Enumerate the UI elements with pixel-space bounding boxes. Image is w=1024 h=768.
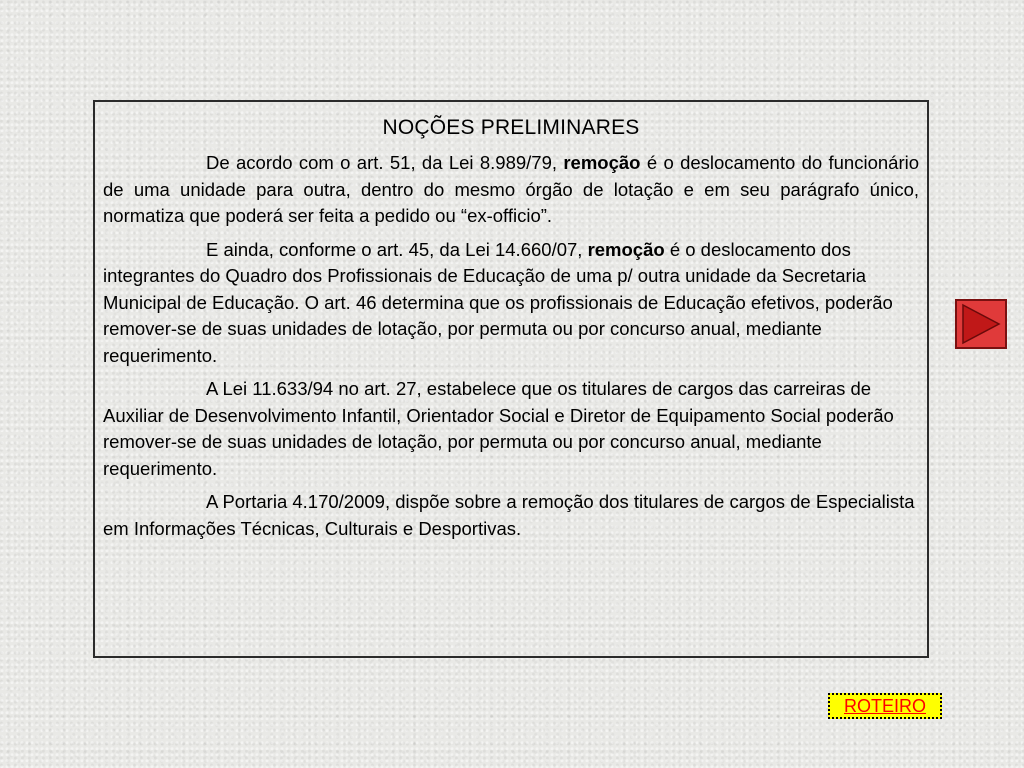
play-triangle-icon	[957, 301, 1005, 347]
paragraph-portaria: A Portaria 4.170/2009, dispõe sobre a remoção dos titulares de cargos de Especialista em Informações Técnicas, Culturais e Desportivas.	[103, 491, 915, 539]
paragraph-art-45	[103, 237, 919, 370]
paragraph-1-text: De acordo com o art. 51, da Lei 8.989/79,	[206, 152, 564, 173]
content-box	[93, 100, 929, 658]
paragraph-1-bold: remoção	[563, 152, 641, 173]
paragraph-lei-11633: A Lei 11.633/94 no art. 27, estabelece que os titulares de cargos das carreiras de Auxiliar de Desenvolvimento Infantil, Orientador Social e Diretor de Equipamento Social poderão remover-se de suas unidades de lotação, por permuta ou por concurso anual, mediante requerimento.	[103, 378, 894, 479]
next-slide-button[interactable]	[955, 299, 1007, 349]
roteiro-link[interactable]: ROTEIRO	[828, 693, 942, 719]
slide-title: NOÇÕES PRELIMINARES	[382, 116, 640, 139]
paragraph-2-text: E ainda, conforme o art. 45, da Lei 14.660/07,	[206, 238, 588, 260]
paragraph-2-bold: remoção	[587, 238, 665, 260]
paragraph-2-text-end: é o deslocamento dos integrantes do Quadro dos Profissionais de Educação de uma p/ outra unidade da Secretaria Municipal de Educação. O art. 46 determina que os profissionais de Educação efetivos, poderão remover-se de suas unidades de lotação, por permuta ou por concurso anual, mediante requerimento.	[103, 238, 893, 366]
paragraph-1-text-end: é o deslocamento do funcionário de uma unidade para outra, dentro do mesmo órgão de lotação e em seu parágrafo único, normatiza que poderá ser feita a pedido ou “ex-officio”.	[103, 152, 920, 226]
paragraph-art-51	[103, 150, 919, 230]
